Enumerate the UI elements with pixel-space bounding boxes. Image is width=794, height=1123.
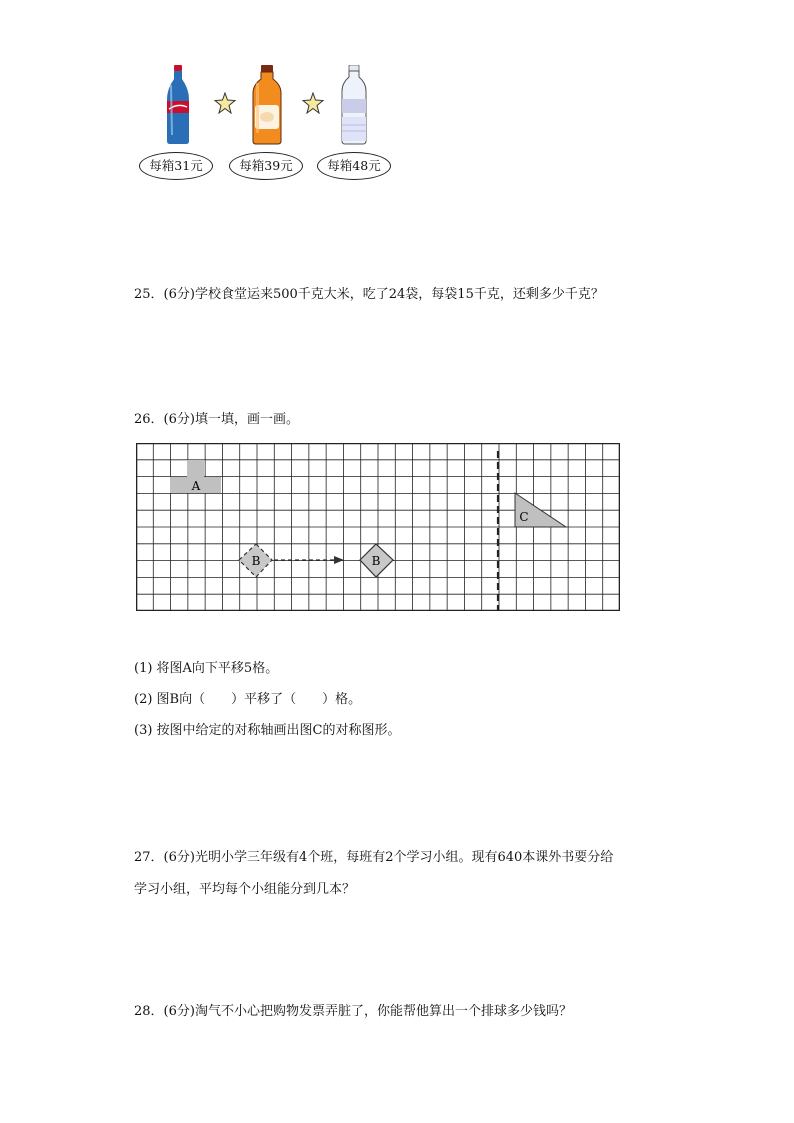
water-bottle-icon [340, 65, 368, 145]
star-icon [214, 92, 236, 114]
cola-bottle-icon [163, 65, 193, 145]
shape-c-label: C [519, 510, 529, 524]
product-row [130, 60, 410, 185]
question-27-line-1: 27．(6分)光明小学三年级有4个班，每班有2个学习小组。现有640本课外书要分给 [134, 850, 614, 865]
question-26-part-2: (2) 图B向（ ）平移了（ ）格。 [134, 692, 362, 707]
question-26-part-1: (1) 将图A向下平移5格。 [134, 661, 279, 676]
question-28: 28．(6分)淘气不小心把购物发票弄脏了，你能帮他算出一个排球多少钱吗？ [134, 1004, 572, 1019]
question-27-line-2: 学习小组，平均每个小组能分到几本？ [134, 882, 356, 897]
shape-b-moved [360, 544, 393, 577]
price-label-water: 每箱48元 [317, 152, 391, 180]
price-label-juice: 每箱39元 [229, 152, 303, 180]
question-26: 26．(6分)填一填，画一画。 [134, 412, 299, 427]
question-25: 25．(6分)学校食堂运来500千克大米，吃了24袋，每袋15千克，还剩多少千克？ [134, 287, 604, 302]
question-26-part-3: (3) 按图中给定的对称轴画出图C的对称图形。 [134, 723, 401, 738]
shape-b-original-label: B [251, 554, 261, 568]
shape-a-label: A [191, 479, 201, 493]
shape-b-moved-label: B [371, 554, 381, 568]
shape-b-original [239, 544, 272, 577]
price-label-cola: 每箱31元 [139, 152, 213, 180]
star-icon [302, 92, 324, 114]
juice-bottle-icon [250, 65, 284, 145]
translation-grid [136, 443, 620, 611]
